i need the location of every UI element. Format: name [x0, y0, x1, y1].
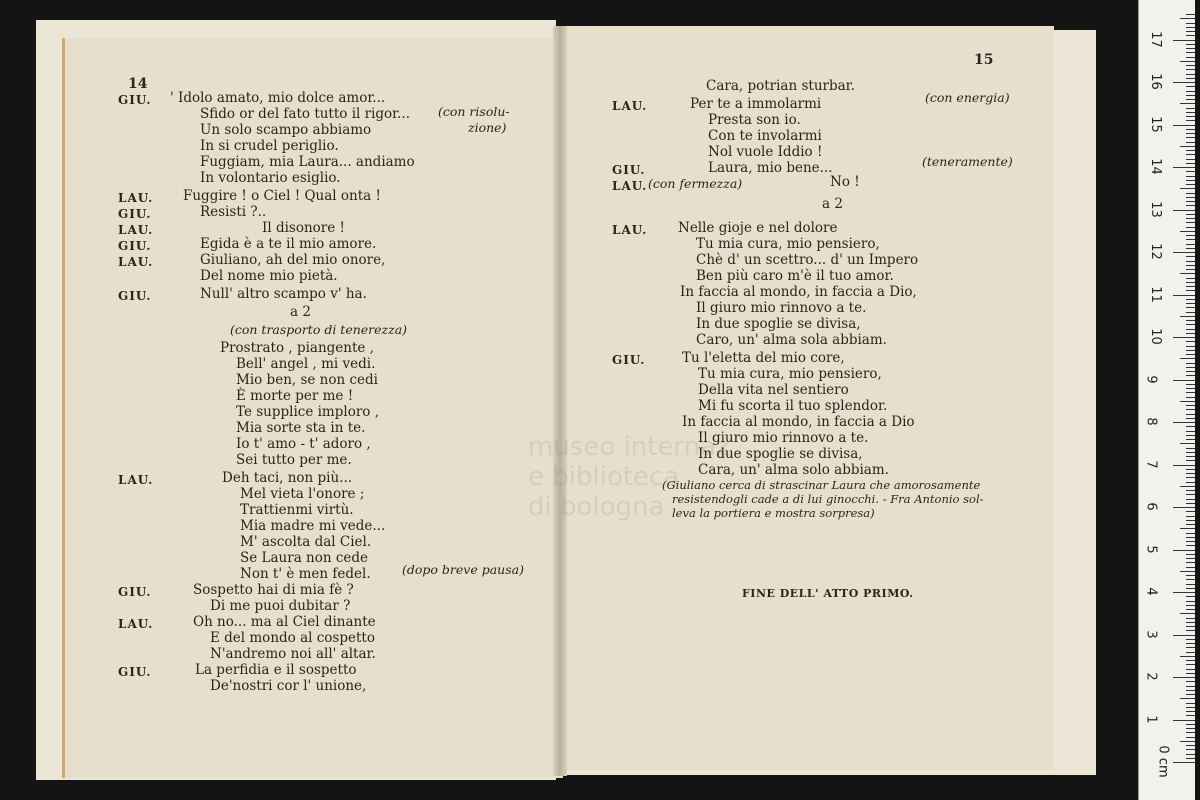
ruler-tick [1186, 120, 1195, 121]
ruler-tick [1186, 728, 1195, 729]
ruler-tick [1186, 57, 1195, 58]
ruler-tick [1186, 630, 1195, 631]
speaker-label: LAU. [118, 617, 154, 631]
ruler-tick [1173, 337, 1195, 338]
ruler-tick [1186, 579, 1195, 580]
stage-direction: (Giuliano cerca di strascinar Laura che amorosamente [662, 478, 981, 492]
ruler-tick [1180, 401, 1195, 402]
ruler-tick [1180, 231, 1195, 232]
ruler-tick [1180, 571, 1195, 572]
ruler-tick [1186, 184, 1195, 185]
ruler-tick [1186, 180, 1195, 181]
ruler-label: 0 cm [1155, 745, 1171, 778]
ruler-tick [1186, 214, 1195, 215]
ruler-tick [1186, 265, 1195, 266]
ruler-tick [1186, 171, 1195, 172]
verse-line: Oh no... ma al Ciel dinante [193, 614, 376, 630]
verse-line: In faccia al mondo, in faccia a Dio [682, 414, 915, 430]
left-page-number: 14 [128, 76, 148, 92]
ruler-tick [1180, 61, 1195, 62]
ruler-tick [1186, 354, 1195, 355]
ruler-tick [1186, 537, 1195, 538]
speaker-label: GIU. [118, 585, 152, 599]
verse-line: Sei tutto per me. [236, 452, 352, 468]
ruler-tick [1186, 520, 1195, 521]
ruler-tick [1186, 201, 1195, 202]
ruler-tick [1180, 741, 1195, 742]
verse-line: a 2 [822, 196, 843, 212]
ruler-tick [1186, 333, 1195, 334]
measuring-ruler [1138, 0, 1195, 800]
ruler-tick [1180, 443, 1195, 444]
ruler-tick [1186, 605, 1195, 606]
ruler-label: 12 [1147, 243, 1163, 260]
verse-line: È morte per me ! [236, 388, 354, 404]
ruler-tick [1186, 588, 1195, 589]
verse-line: Resisti ?.. [200, 204, 267, 220]
verse-line: Null' altro scampo v' ha. [200, 286, 367, 302]
verse-line: In due spoglie se divisa, [696, 316, 861, 332]
ruler-tick [1186, 320, 1195, 321]
ruler-tick [1186, 65, 1195, 66]
verse-line: Presta son io. [708, 112, 801, 128]
ruler-tick [1186, 711, 1195, 712]
ruler-tick [1186, 647, 1195, 648]
ruler-tick [1180, 358, 1195, 359]
ruler-tick [1186, 363, 1195, 364]
verse-line: Mi fu scorta il tuo splendor. [698, 398, 888, 414]
ruler-tick [1173, 507, 1195, 508]
verse-line: E del mondo al cospetto [210, 630, 375, 646]
verse-line: Il giuro mio rinnovo a te. [698, 430, 869, 446]
verse-line: Cara, un' alma solo abbiam. [698, 462, 889, 478]
ruler-tick [1186, 686, 1195, 687]
ruler-tick [1186, 91, 1195, 92]
ruler-tick [1186, 44, 1195, 45]
ruler-tick [1186, 694, 1195, 695]
ruler-tick [1173, 210, 1195, 211]
ruler-tick [1186, 669, 1195, 670]
ruler-tick [1186, 690, 1195, 691]
verse-line: Di me puoi dubitar ? [210, 598, 351, 614]
ruler-tick [1186, 159, 1195, 160]
ruler-tick [1186, 269, 1195, 270]
verse-line: Il disonore ! [262, 220, 345, 236]
ruler-tick [1186, 584, 1195, 585]
verse-line: Sospetto hai di mia fè ? [193, 582, 354, 598]
ruler-tick [1186, 256, 1195, 257]
ruler-tick [1173, 40, 1195, 41]
verse-line: Mia madre mi vede... [240, 518, 386, 534]
verse-line: In due spoglie se divisa, [698, 446, 863, 462]
ruler-tick [1186, 758, 1195, 759]
ruler-label: 6 [1143, 502, 1159, 511]
verse-line: Giuliano, ah del mio onore, [200, 252, 386, 268]
ruler-tick [1186, 222, 1195, 223]
ruler-tick [1186, 197, 1195, 198]
ruler-tick [1186, 35, 1195, 36]
ruler-tick [1186, 367, 1195, 368]
ruler-tick [1186, 490, 1195, 491]
ruler-tick [1173, 550, 1195, 551]
stage-direction: (teneramente) [922, 154, 1013, 169]
verse-line: Chè d' un scettro... d' un Impero [696, 252, 919, 268]
ruler-tick [1186, 218, 1195, 219]
ruler-tick [1186, 142, 1195, 143]
ruler-tick [1186, 392, 1195, 393]
verse-line: Tu l'eletta del mio core, [682, 350, 845, 366]
verse-line: Io t' amo - t' adoro , [236, 436, 371, 452]
ruler-tick [1186, 494, 1195, 495]
speaker-label: GIU. [612, 163, 646, 177]
ruler-tick [1186, 456, 1195, 457]
ruler-tick [1173, 677, 1195, 678]
verse-line: Della vita nel sentiero [698, 382, 849, 398]
ruler-tick [1186, 609, 1195, 610]
ruler-tick [1186, 244, 1195, 245]
verse-line: In faccia al mondo, in faccia a Dio, [680, 284, 917, 300]
verse-line: Mio ben, se non cedi [236, 372, 378, 388]
verse-line: Trattienmi virtù. [240, 502, 354, 518]
speaker-label: GIU. [118, 207, 152, 221]
ruler-tick [1186, 409, 1195, 410]
ruler-tick [1186, 575, 1195, 576]
ruler-tick [1173, 762, 1195, 763]
ruler-tick [1186, 516, 1195, 517]
ruler-tick [1173, 125, 1195, 126]
ruler-tick [1186, 754, 1195, 755]
speaker-label: LAU. [118, 473, 154, 487]
verse-line: Nelle gioje e nel dolore [678, 220, 838, 236]
ruler-tick [1186, 27, 1195, 28]
ruler-tick [1186, 511, 1195, 512]
ruler-tick [1186, 150, 1195, 151]
ruler-tick [1186, 435, 1195, 436]
ruler-tick [1186, 205, 1195, 206]
ruler-tick [1186, 681, 1195, 682]
ruler-tick [1186, 350, 1195, 351]
ruler-tick [1186, 31, 1195, 32]
ruler-tick [1173, 592, 1195, 593]
ruler-tick [1186, 643, 1195, 644]
verse-line: Nol vuole Iddio ! [708, 144, 823, 160]
verse-line: Te supplice imploro , [236, 404, 379, 420]
ruler-tick [1186, 239, 1195, 240]
ruler-tick [1186, 388, 1195, 389]
speaker-label: GIU. [118, 289, 152, 303]
ruler-tick [1186, 601, 1195, 602]
ruler-label: 14 [1147, 158, 1163, 175]
ruler-tick [1173, 295, 1195, 296]
ruler-tick [1186, 503, 1195, 504]
book-spine [553, 26, 567, 776]
ruler-tick [1186, 108, 1195, 109]
verse-line: Un solo scampo abbiamo [200, 122, 372, 138]
ruler-tick [1186, 299, 1195, 300]
verse-line: Del nome mio pietà. [200, 268, 338, 284]
verse-line: In si crudel periglio. [200, 138, 339, 154]
ruler-tick [1173, 635, 1195, 636]
ruler-tick [1173, 720, 1195, 721]
ruler-tick [1186, 384, 1195, 385]
ruler-label: 5 [1143, 544, 1159, 554]
verse-line: Con te involarmi [708, 128, 822, 144]
watermark-line-3: di bologna [528, 492, 665, 522]
ruler-label: 9 [1143, 374, 1159, 384]
verse-line: ' Idolo amato, mio dolce amor... [170, 90, 386, 106]
stage-direction: resistendogli cade a di lui ginocchi. - Fra Antonio sol- [672, 492, 984, 506]
ruler-tick [1186, 703, 1195, 704]
ruler-tick [1186, 622, 1195, 623]
ruler-label: 7 [1143, 459, 1159, 469]
ruler-label: 1 [1143, 714, 1159, 724]
ruler-tick [1186, 439, 1195, 440]
ruler-tick [1186, 23, 1195, 24]
ruler-tick [1173, 380, 1195, 381]
ruler-tick [1186, 562, 1195, 563]
ruler-tick [1186, 346, 1195, 347]
stage-direction: (con trasporto di tenerezza) [230, 322, 408, 337]
ruler-tick [1186, 639, 1195, 640]
ruler-tick [1186, 499, 1195, 500]
verse-line: Mel vieta l'onore ; [240, 486, 365, 502]
ruler-tick [1186, 732, 1195, 733]
ruler-tick [1180, 698, 1195, 699]
speaker-label: LAU. [118, 255, 154, 269]
ruler-label: 16 [1147, 73, 1163, 90]
ruler-tick [1186, 286, 1195, 287]
speaker-label: LAU. [612, 179, 648, 193]
ruler-tick [1186, 329, 1195, 330]
verse-line: La perfidia e il sospetto [195, 662, 357, 678]
speaker-label: LAU. [612, 99, 648, 113]
ruler-tick [1186, 460, 1195, 461]
ruler-tick [1186, 133, 1195, 134]
ruler-tick [1186, 618, 1195, 619]
ruler-tick [1186, 448, 1195, 449]
ruler-tick [1186, 312, 1195, 313]
ruler-tick [1173, 252, 1195, 253]
ruler-tick [1180, 188, 1195, 189]
ruler-tick [1173, 167, 1195, 168]
ruler-tick [1180, 18, 1195, 19]
verse-line: No ! [830, 174, 860, 190]
ruler-tick [1186, 48, 1195, 49]
ruler-tick [1186, 626, 1195, 627]
ruler-tick [1186, 558, 1195, 559]
ruler-tick [1186, 74, 1195, 75]
verse-line: Mia sorte sta in te. [236, 420, 366, 436]
ruler-tick [1186, 69, 1195, 70]
verse-line: Laura, mio bene... [708, 160, 833, 176]
ruler-tick [1186, 737, 1195, 738]
verse-line: FINE DELL' ATTO PRIMO. [742, 587, 914, 600]
verse-line: Cara, potrian sturbar. [706, 78, 855, 94]
ruler-tick [1173, 465, 1195, 466]
verse-line: Prostrato , piangente , [220, 340, 374, 356]
right-page-number: 15 [974, 52, 994, 68]
verse-line: Fuggiam, mia Laura... andiamo [200, 154, 415, 170]
ruler-tick [1186, 745, 1195, 746]
speaker-label: LAU. [118, 191, 154, 205]
verse-line: Deh taci, non più... [222, 470, 353, 486]
ruler-tick [1173, 82, 1195, 83]
ruler-tick [1186, 473, 1195, 474]
ruler-label: 8 [1143, 417, 1159, 426]
ruler-tick [1180, 613, 1195, 614]
ruler-label: 15 [1147, 115, 1163, 133]
watermark-line-1: museo internaz [528, 432, 730, 462]
ruler-tick [1186, 116, 1195, 117]
ruler-tick [1186, 193, 1195, 194]
watermark-line-2: e biblioteca [528, 462, 680, 492]
verse-line: Per te a immolarmi [690, 96, 822, 112]
ruler-tick [1186, 397, 1195, 398]
speaker-label: GIU. [612, 353, 646, 367]
ruler-tick [1186, 129, 1195, 130]
ruler-tick [1186, 95, 1195, 96]
ruler-tick [1186, 660, 1195, 661]
ruler-tick [1180, 528, 1195, 529]
ruler-tick [1186, 86, 1195, 87]
ruler-tick [1186, 278, 1195, 279]
ruler-tick [1186, 749, 1195, 750]
ruler-tick [1186, 567, 1195, 568]
ruler-tick [1186, 477, 1195, 478]
ruler-tick [1186, 524, 1195, 525]
ruler-tick [1180, 486, 1195, 487]
ruler-tick [1186, 715, 1195, 716]
speaker-label: LAU. [118, 223, 154, 237]
verse-line: In volontario esiglio. [200, 170, 341, 186]
ruler-tick [1186, 324, 1195, 325]
ruler-tick [1186, 426, 1195, 427]
ruler-label: 4 [1143, 587, 1159, 596]
ruler-label: 3 [1143, 629, 1159, 639]
ruler-label: 2 [1143, 672, 1159, 681]
ruler-tick [1186, 724, 1195, 725]
ruler-tick [1186, 545, 1195, 546]
ruler-tick [1186, 469, 1195, 470]
ruler-tick [1186, 418, 1195, 419]
ruler-tick [1186, 290, 1195, 291]
ruler-tick [1180, 316, 1195, 317]
ruler-tick [1186, 227, 1195, 228]
ruler-tick [1186, 235, 1195, 236]
ruler-tick [1180, 146, 1195, 147]
ruler-tick [1186, 533, 1195, 534]
ruler-tick [1180, 103, 1195, 104]
ruler-tick [1186, 303, 1195, 304]
ruler-label: 11 [1147, 285, 1163, 303]
stage-direction: zione) [468, 120, 507, 135]
ruler-tick [1186, 664, 1195, 665]
ruler-tick [1180, 273, 1195, 274]
ruler-tick [1186, 248, 1195, 249]
ruler-tick [1186, 52, 1195, 53]
ruler-tick [1186, 341, 1195, 342]
verse-line: Se Laura non cede [240, 550, 369, 566]
ruler-tick [1186, 375, 1195, 376]
verse-line: Tu mia cura, mio pensiero, [696, 236, 880, 252]
ruler-tick [1186, 431, 1195, 432]
stage-direction: leva la portiera e mostra sorpresa) [672, 506, 875, 520]
ruler-label: 10 [1147, 328, 1163, 345]
stage-direction: (con energia) [925, 90, 1010, 105]
ruler-tick [1186, 554, 1195, 555]
stage-direction: (con risolu- [438, 104, 510, 119]
ruler-tick [1186, 673, 1195, 674]
speaker-label: GIU. [118, 93, 152, 107]
ruler-tick [1186, 414, 1195, 415]
ruler-tick [1186, 707, 1195, 708]
verse-line: M' ascolta dal Ciel. [240, 534, 372, 550]
verse-line: De'nostri cor l' unione, [210, 678, 367, 694]
ruler-tick [1186, 112, 1195, 113]
ruler-tick [1186, 652, 1195, 653]
ruler-tick [1186, 405, 1195, 406]
ruler-tick [1186, 99, 1195, 100]
ruler-tick [1186, 137, 1195, 138]
speaker-label: GIU. [118, 665, 152, 679]
verse-line: Egida è a te il mio amore. [200, 236, 377, 252]
verse-line: Tu mia cura, mio pensiero, [698, 366, 882, 382]
ruler-tick [1186, 282, 1195, 283]
stage-direction: (dopo breve pausa) [402, 562, 524, 577]
verse-line: Bell' angel , mi vedi. [236, 356, 376, 372]
verse-line: N'andremo noi all' altar. [210, 646, 376, 662]
ruler-tick [1186, 176, 1195, 177]
ruler-tick [1186, 154, 1195, 155]
ruler-tick [1186, 452, 1195, 453]
ruler-label: 17 [1147, 30, 1163, 48]
ruler-tick [1180, 656, 1195, 657]
ruler-tick [1186, 78, 1195, 79]
ruler-tick [1186, 541, 1195, 542]
ruler-tick [1186, 14, 1195, 15]
speaker-label: LAU. [612, 223, 648, 237]
verse-line: Il giuro mio rinnovo a te. [696, 300, 867, 316]
ruler-label: 13 [1147, 200, 1163, 218]
verse-line: Non t' è men fedel. [240, 566, 371, 582]
ruler-tick [1186, 371, 1195, 372]
ruler-tick [1186, 307, 1195, 308]
verse-line: Sfido or del fato tutto il rigor... [200, 106, 411, 122]
verse-line: Ben più caro m'è il tuo amor. [696, 268, 894, 284]
ruler-tick [1186, 596, 1195, 597]
ruler-tick [1173, 422, 1195, 423]
speaker-label: GIU. [118, 239, 152, 253]
ruler-tick [1186, 482, 1195, 483]
verse-line: Caro, un' alma sola abbiam. [696, 332, 887, 348]
stage-direction: (con fermezza) [648, 176, 743, 191]
ruler-tick [1186, 261, 1195, 262]
verse-line: a 2 [290, 304, 311, 320]
ruler-tick [1186, 163, 1195, 164]
verse-line: Fuggire ! o Ciel ! Qual onta ! [183, 188, 381, 204]
